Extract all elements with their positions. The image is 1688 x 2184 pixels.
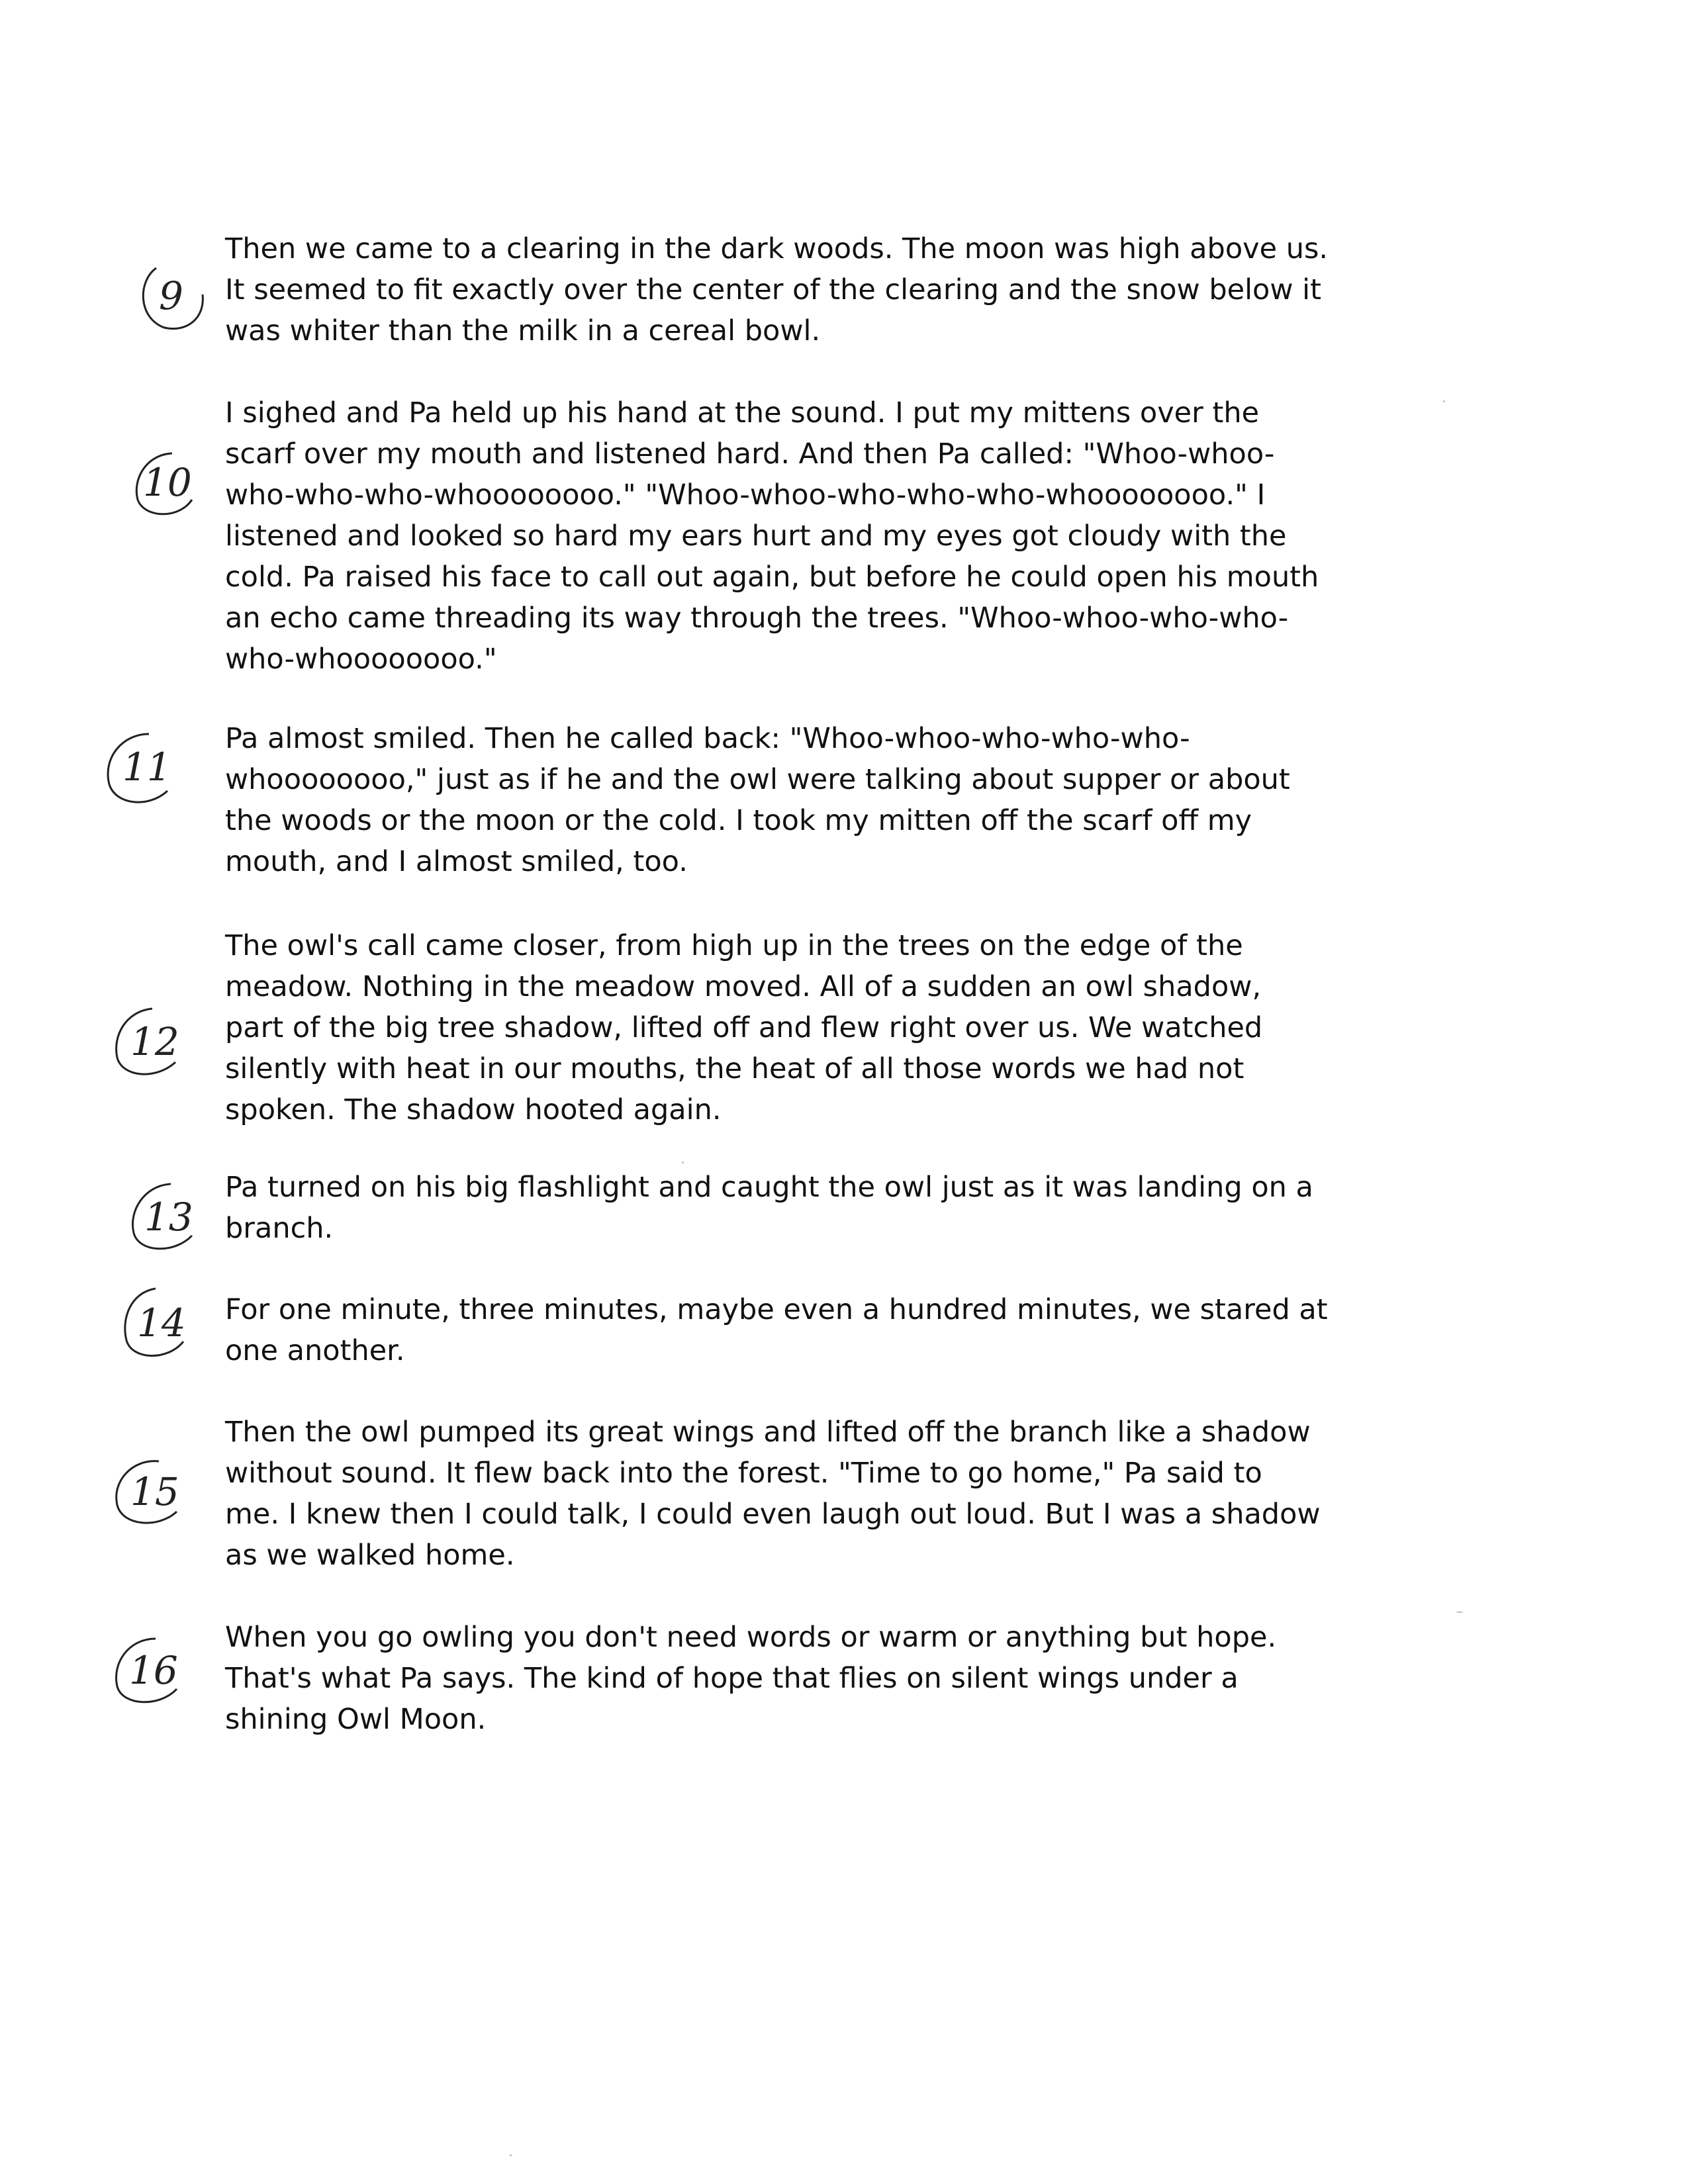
paragraph-line: silently with heat in our mouths, the heat of all those words we had not	[225, 1052, 1244, 1085]
svg-text:15: 15	[130, 1469, 179, 1514]
paragraph-line: who-who-who-whoooooooo." "Whoo-whoo-who-who-who-whoooooooo." I	[225, 478, 1266, 512]
svg-text:11: 11	[122, 745, 171, 790]
svg-text:9: 9	[159, 273, 183, 318]
paragraph-line: was whiter than the milk in a cereal bowl.	[225, 314, 821, 347]
paragraph-line: The owl's call came closer, from high up in the trees on the edge of the	[225, 929, 1243, 962]
paragraph-line: one another.	[225, 1334, 405, 1367]
paragraph-line: When you go owling you don't need words or warm or anything but hope.	[225, 1621, 1277, 1654]
paragraph-11	[225, 718, 1417, 882]
paragraph-line: who-whoooooooo."	[225, 643, 497, 676]
scan-speck	[1456, 1612, 1463, 1613]
paragraph-line: me. I knew then I could talk, I could even laugh out loud. But I was a shadow	[225, 1498, 1321, 1531]
paragraph-line: without sound. It flew back into the forest. "Time to go home," Pa said to	[225, 1457, 1262, 1490]
paragraph-line: mouth, and I almost smiled, too.	[225, 845, 688, 878]
paragraph-number-10-marker	[119, 440, 205, 526]
paragraph-16	[225, 1617, 1417, 1740]
paragraph-15	[225, 1412, 1417, 1576]
paragraph-line: Then the owl pumped its great wings and lifted off the branch like a shadow	[225, 1416, 1311, 1449]
paragraph-number-9-marker	[131, 255, 217, 341]
paragraph-12	[225, 925, 1417, 1130]
paragraph-number-16-marker	[103, 1628, 189, 1714]
svg-text:14: 14	[137, 1300, 186, 1345]
paragraph-line: spoken. The shadow hooted again.	[225, 1093, 722, 1126]
paragraph-9	[225, 228, 1417, 351]
paragraph-13	[225, 1167, 1417, 1249]
paragraph-line: branch.	[225, 1212, 334, 1245]
paragraph-line: That's what Pa says. The kind of hope that flies on silent wings under a	[225, 1662, 1239, 1695]
paragraph-line: meadow. Nothing in the meadow moved. All of a sudden an owl shadow,	[225, 970, 1262, 1003]
paragraph-number-15-marker	[103, 1449, 189, 1535]
paragraph-line: I sighed and Pa held up his hand at the sound. I put my mittens over the	[225, 396, 1260, 430]
paragraph-line: scarf over my mouth and listened hard. And then Pa called: "Whoo-whoo-	[225, 437, 1275, 471]
paragraph-number-13-marker	[118, 1175, 204, 1261]
scan-speck	[682, 1161, 684, 1163]
paragraph-line: part of the big tree shadow, lifted off and flew right over us. We watched	[225, 1011, 1263, 1044]
paragraph-number-11-marker	[96, 725, 182, 811]
paragraph-line: It seemed to fit exactly over the center of the clearing and the snow below it	[225, 273, 1321, 306]
paragraph-line: whoooooooo," just as if he and the owl were talking about supper or about	[225, 763, 1290, 796]
paragraph-line: as we walked home.	[225, 1539, 515, 1572]
svg-text:12: 12	[130, 1019, 179, 1064]
svg-text:10: 10	[143, 460, 192, 505]
paragraph-line: Pa turned on his big flashlight and caught the owl just as it was landing on a	[225, 1171, 1313, 1204]
paragraph-line: the woods or the moon or the cold. I took my mitten off the scarf off my	[225, 804, 1252, 837]
paragraph-line: For one minute, three minutes, maybe even a hundred minutes, we stared at	[225, 1293, 1328, 1326]
paragraph-14	[225, 1289, 1417, 1371]
paragraph-number-14-marker	[109, 1281, 195, 1367]
paragraph-line: Pa almost smiled. Then he called back: "Whoo-whoo-who-who-who-	[225, 722, 1190, 755]
paragraph-number-12-marker	[103, 999, 189, 1085]
paragraph-10	[225, 392, 1417, 680]
svg-text:16: 16	[129, 1648, 178, 1693]
paragraph-line: shining Owl Moon.	[225, 1703, 487, 1736]
paragraph-line: an echo came threading its way through the trees. "Whoo-whoo-who-who-	[225, 602, 1289, 635]
paragraph-line: listened and looked so hard my ears hurt and my eyes got cloudy with the	[225, 520, 1287, 553]
scan-speck	[510, 2154, 512, 2156]
paragraph-line: cold. Pa raised his face to call out again, but before he could open his mouth	[225, 561, 1319, 594]
paragraph-line: Then we came to a clearing in the dark woods. The moon was high above us.	[225, 232, 1329, 265]
scan-speck	[1443, 400, 1445, 402]
svg-text:13: 13	[144, 1195, 193, 1240]
